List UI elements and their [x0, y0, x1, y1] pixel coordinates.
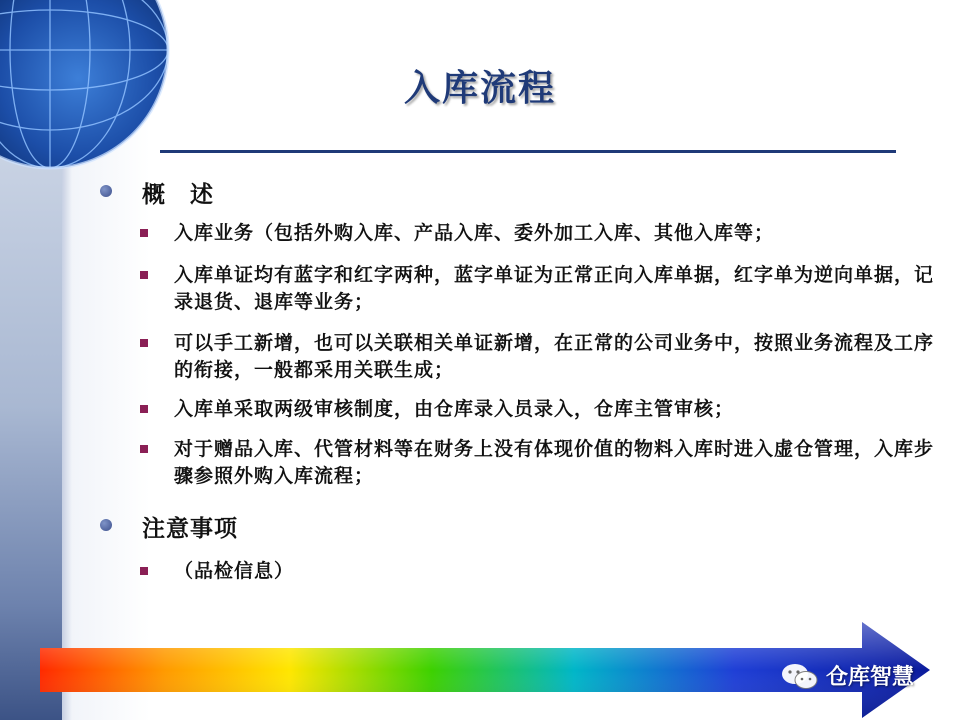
bullet-square-icon [140, 229, 148, 237]
bullet-square-icon [140, 445, 148, 453]
watermark [780, 660, 914, 691]
list-item-text: 可以手工新增，也可以关联相关单证新增，在正常的公司业务中，按照业务流程及工序的衔接，一般都采用关联生成； [174, 332, 935, 381]
bullet-dot-icon [100, 185, 112, 197]
bullet-square-icon [140, 339, 148, 347]
section-heading: 概 述 [142, 181, 214, 208]
bullet-square-icon [140, 405, 148, 413]
slide-title: 入库流程 [403, 67, 556, 109]
list-item-text: 对于赠品入库、代管材料等在财务上没有体现价值的物料入库时进入虚仓管理，入库步骤参照外购入库流程； [174, 438, 935, 487]
list-item-text: 入库单采取两级审核制度，由仓库录入员录入，仓库主管审核； [174, 398, 735, 420]
section-heading: 注意事项 [142, 515, 238, 542]
wechat-icon [780, 661, 820, 691]
list-item-text: 入库业务（包括外购入库、产品入库、委外加工入库、其他入库等； [174, 222, 775, 244]
bullet-square-icon [140, 271, 148, 279]
list-item-text: 入库单证均有蓝字和红字两种，蓝字单证为正常正向入库单据，红字单为逆向单据，记录退货、退库等业务； [174, 264, 935, 313]
title-divider [160, 150, 896, 153]
watermark-text: 仓库智慧 [826, 665, 915, 690]
list-item-text: （品检信息） [174, 560, 295, 582]
bullet-square-icon [140, 567, 148, 575]
bullet-dot-icon [100, 519, 112, 531]
